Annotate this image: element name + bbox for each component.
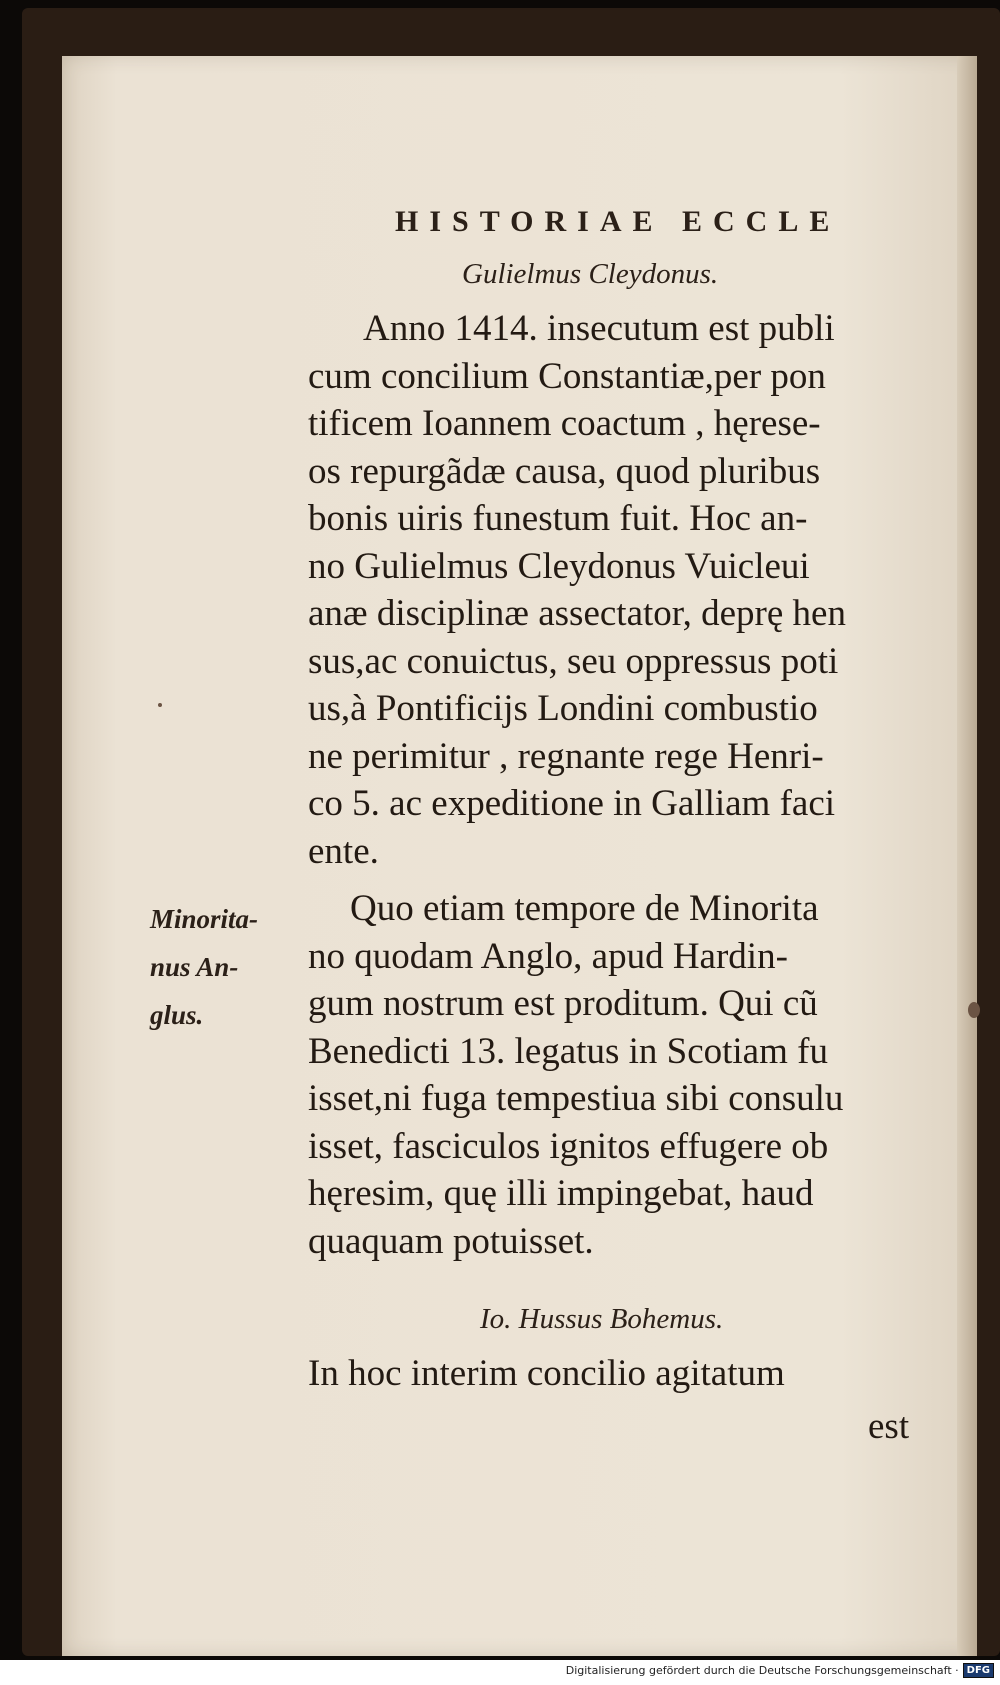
text-line: quaquam potuisset. — [308, 1220, 594, 1262]
running-head: HISTORIAE ECCLE — [395, 205, 841, 238]
sub-heading: Io. Hussus Bohemus. — [480, 1303, 724, 1335]
section-title: Gulielmus Cleydonus. — [462, 258, 719, 290]
text-line: Benedicti 13. legatus in Scotiam fu — [308, 1030, 828, 1072]
text-line: bonis uiris funestum fuit. Hoc an- — [308, 498, 808, 539]
page-edge — [957, 56, 977, 1656]
paper-speck — [158, 703, 162, 707]
marginal-note — [150, 895, 300, 1039]
text-line: Quo etiam tempore de Minorita — [350, 888, 819, 929]
text-line: anæ disciplinæ assectator, deprę hen — [308, 593, 846, 634]
text-line: co 5. ac expeditione in Galliam faci — [308, 783, 836, 824]
text-line: In hoc interim concilio agitatum — [308, 1353, 785, 1394]
text-line: gum nostrum est proditum. Qui cũ — [308, 983, 818, 1024]
text-line: sus,ac conuictus, seu oppressus poti — [308, 640, 839, 682]
text-line: hęresim, quę illi impingebat, haud — [308, 1173, 814, 1214]
text-line: os repurgãdæ causa, quod pluribus — [308, 450, 821, 492]
text-line: cum concilium Constantiæ,per pon — [308, 355, 826, 397]
marginal-line: Minorita- — [150, 904, 259, 934]
marginal-line: nus An- — [150, 952, 239, 982]
footer-credit — [566, 1663, 994, 1678]
text-line: Anno 1414. insecutum est publi — [363, 308, 835, 349]
text-line: ente. — [308, 830, 379, 872]
text-line: no Gulielmus Cleydonus Vuicleui — [308, 545, 810, 587]
text-line: ne perimitur , regnante rege Henri- — [308, 735, 824, 777]
text-line: tificem Ioannem coactum , hęrese- — [308, 403, 821, 444]
text-line: no quodam Anglo, apud Hardin- — [308, 935, 788, 977]
paragraph-3 — [308, 1350, 958, 1398]
text-line: isset, fasciculos ignitos effugere ob — [308, 1125, 829, 1167]
dfg-logo: DFG — [963, 1663, 994, 1678]
text-line: us,à Pontificijs Londini combustio — [308, 688, 818, 729]
catchword: est — [868, 1406, 910, 1447]
paragraph-2 — [308, 885, 958, 1265]
credit-text: Digitalisierung gefördert durch die Deutsche Forschungsgemeinschaft · — [565, 1664, 959, 1677]
paragraph-1 — [308, 305, 958, 875]
text-line: isset,ni fuga tempestiua sibi consulu — [308, 1078, 844, 1119]
marginal-line: glus. — [150, 1000, 204, 1030]
paper-stain — [968, 1002, 980, 1018]
